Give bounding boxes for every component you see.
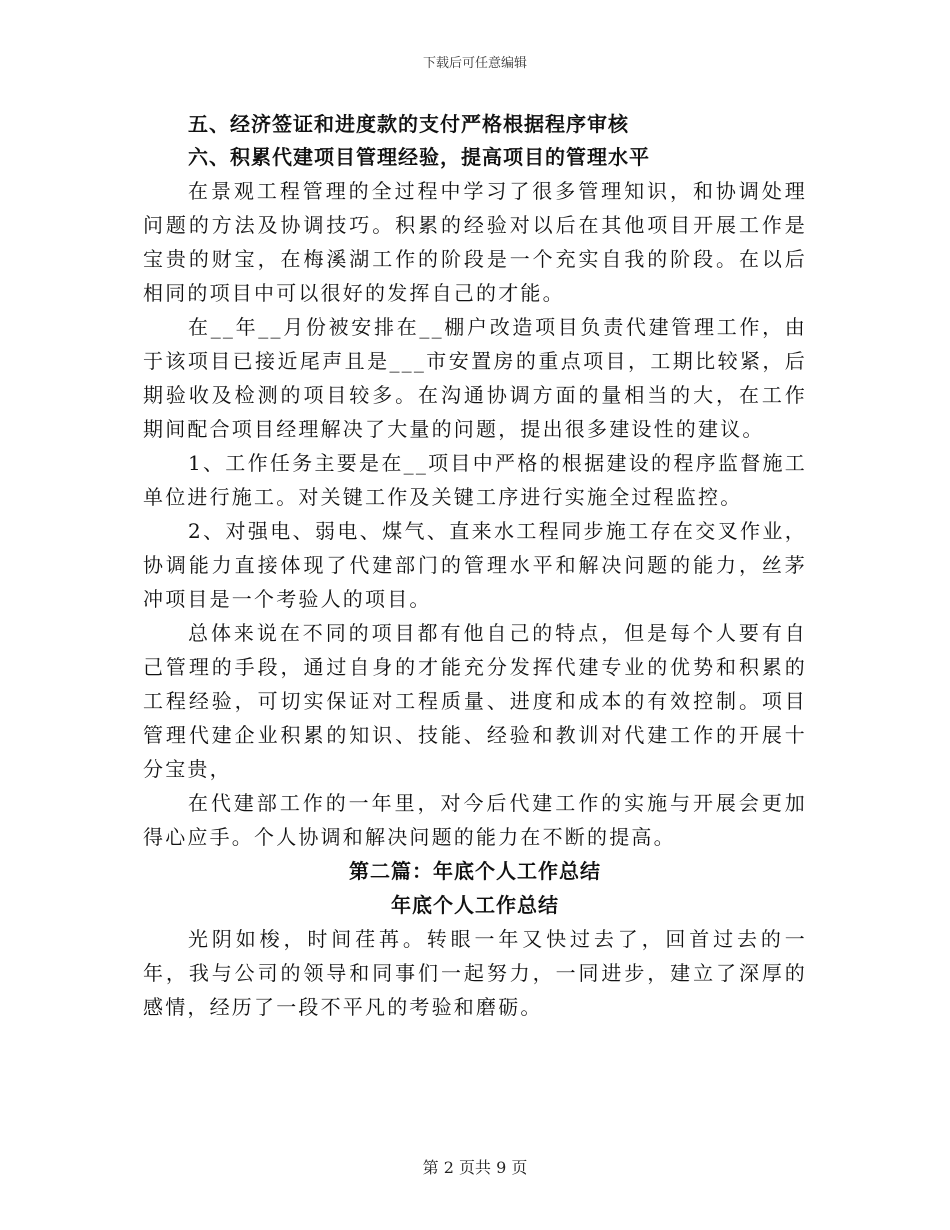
paragraph-2: 在__年__月份被安排在__棚户改造项目负责代建管理工作，由于该项目已接近尾声且是___市安置房的重点项目，工期比较紧，后期验收及检测的项目较多。在沟通协调方面的量相当的大，在工作期间配合项目经理解决了大量的问题，提出很多建设性的建议。: [143, 315, 807, 441]
part-two-paragraph: 光阴如梭，时间荏苒。转眼一年又快过去了，回首过去的一年，我与公司的领导和同事们一起努力，一同进步，建立了深厚的感情，经历了一段不平凡的考验和磨砺。: [143, 927, 807, 1019]
paragraph-6: 在代建部工作的一年里，对今后代建工作的实施与开展会更加得心应手。个人协调和解决问题的能力在不断的提高。: [143, 791, 807, 849]
part-two-subtitle: 年底个人工作总结: [391, 893, 559, 917]
paragraph-1: 在景观工程管理的全过程中学习了很多管理知识，和协调处理问题的方法及协调技巧。积累的经验对以后在其他项目开展工作是宝贵的财宝，在梅溪湖工作的阶段是一个充实自我的阶段。在以后相同的项目中可以很好的发挥自己的才能。: [143, 179, 807, 305]
part-two-title: 第二篇：年底个人工作总结: [349, 859, 601, 883]
section-heading-5: 五、经济签证和进度款的支付严格根据程序审核: [188, 112, 629, 136]
paragraph-5: 总体来说在不同的项目都有他自己的特点，但是每个人要有自己管理的手段，通过自身的才能充分发挥代建专业的优势和积累的工程经验，可切实保证对工程质量、进度和成本的有效控制。项目管理代建企业积累的知识、技能、经验和教训对代建工作的开展十分宝贵，: [143, 621, 807, 781]
page-number: 第 2 页共 9 页: [422, 1158, 528, 1177]
section-heading-6: 六、积累代建项目管理经验，提高项目的管理水平: [188, 145, 650, 169]
page-header-note: 下载后可任意编辑: [422, 56, 527, 71]
document-body: [143, 108, 807, 1024]
paragraph-4: 2、对强电、弱电、煤气、直来水工程同步施工存在交叉作业，协调能力直接体现了代建部门的管理水平和解决问题的能力，丝茅冲项目是一个考验人的项目。: [143, 519, 807, 611]
paragraph-3: 1、工作任务主要是在__项目中严格的根据建设的程序监督施工单位进行施工。对关键工作及关键工序进行实施全过程监控。: [143, 451, 807, 509]
